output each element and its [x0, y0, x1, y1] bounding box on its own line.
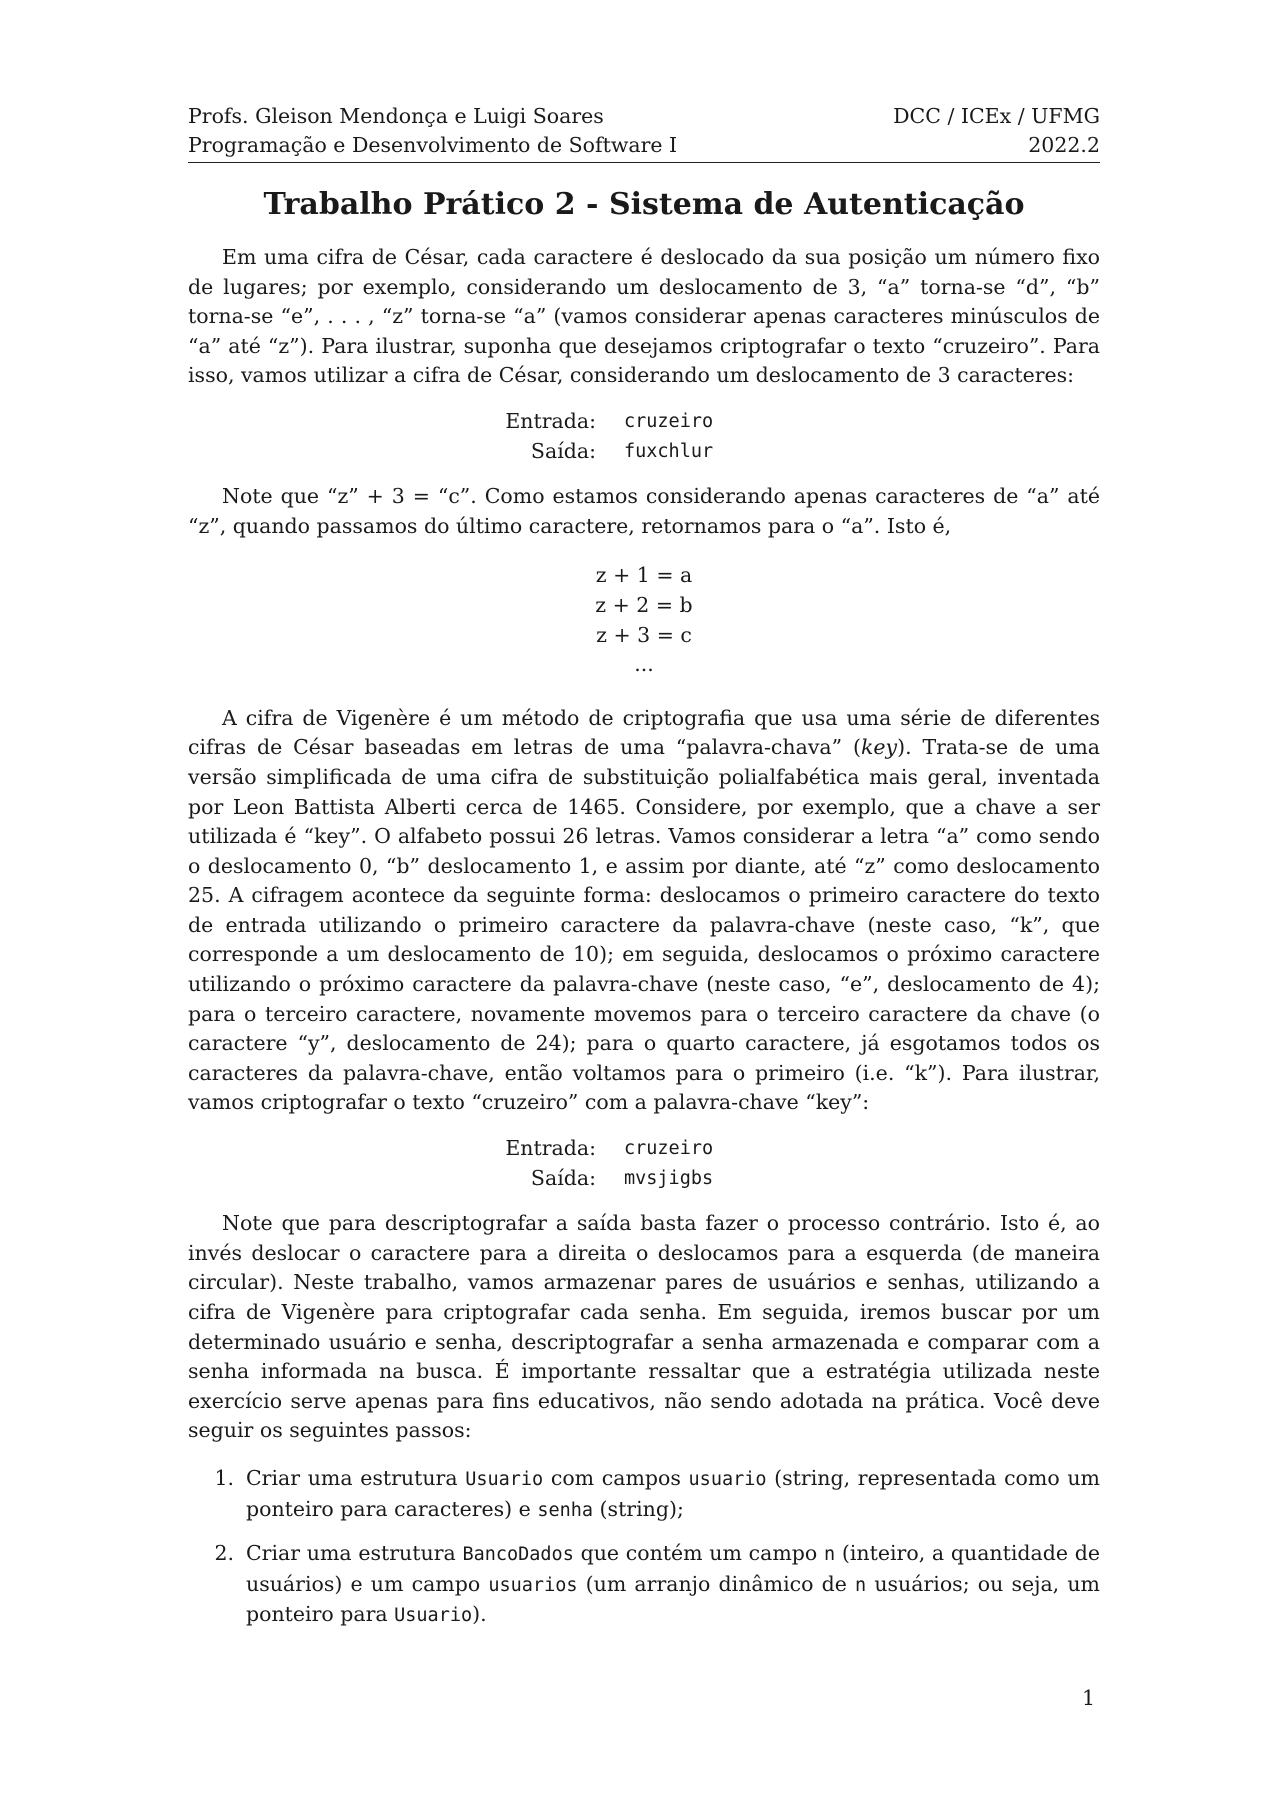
code-term: n: [855, 1574, 867, 1596]
code-term: usuario: [688, 1468, 767, 1490]
list-text: que contém um campo: [573, 1541, 824, 1566]
header-divider: [188, 162, 1100, 163]
example1-input-label: Entrada:: [505, 408, 596, 433]
list-item-body: [246, 1464, 1100, 1525]
paragraph-task-description: Note que para descriptografar a saída basta fazer o processo contrário. Isto é, ao invés deslocar o caractere para a direita o deslocamos para a esquerda (de maneira circular). Neste trabalho, vamos armazenar pares de usuários e senhas, utilizando a cifra de Vigenère para criptografar cada senha. Em seguida, iremos buscar por um determinado usuário e senha, descriptografar a senha armazenada e comparar com a senha informada na busca. É importante ressaltar que a estratégia utilizada neste exercício serve apenas para fins educativos, não sendo adotada na prática. Você deve seguir os seguintes passos:: [188, 1211, 1100, 1443]
example2-input-label: Entrada:: [505, 1136, 596, 1161]
code-term: usuarios: [488, 1574, 578, 1596]
header-course: Programação e Desenvolvimento de Software I: [188, 133, 678, 157]
code-term: Usuario: [465, 1468, 544, 1490]
example1-output-value: fuxchlur: [624, 440, 714, 462]
caesar-example: [188, 407, 1100, 466]
math-ellipsis: ...: [634, 652, 654, 677]
paragraph-caesar-intro: Em uma cifra de César, cada caractere é deslocado da sua posição um número fixo de lugares; por exemplo, considerando um deslocamento de 3, “a” torna-se “d”, “b” torna-se “e”, . . . , “z” torna-se “a” (vamos considerar apenas caracteres minúsculos de “a” até “z”). Para ilustrar, suponha que desejamos criptografar o texto “cruzeiro”. Para isso, vamos utilizar a cifra de César, considerando um deslocamento de 3 caracteres:: [188, 245, 1100, 388]
page-title: Trabalho Prático 2 - Sistema de Autenticação: [263, 187, 1025, 222]
list-item-number: 1.: [214, 1465, 234, 1490]
steps-list: [188, 1464, 1100, 1631]
example2-output-label: Saída:: [530, 1165, 596, 1190]
wraparound-math: [188, 561, 1100, 679]
example2-input-value: cruzeiro: [624, 1138, 714, 1160]
example1-output-label: Saída:: [530, 438, 596, 463]
vigenere-text-2: ). Trata-se de uma versão simplificada de uma cifra de substituição polialfabética mais geral, inventada por Leon Battista Alberti cerca de 1465. Considere, por exemplo, que a chave a ser utilizada é “key”. O alfabeto possui 26 letras. Vamos considerar a letra “a” como sendo o deslocamento 0, “b” deslocamento 1, e assim por diante, até “z” como deslocamento 25. A cifragem acontece da seguinte forma: deslocamos o primeiro caractere do texto de entrada utilizando o primeiro caractere da palavra-chave (neste caso, “k”, que corresponde a um deslocamento de 10); em seguida, deslocamos o próximo caractere utilizando o próximo caractere da palavra-chave (neste caso, “e”, deslocamento de 4); para o terceiro caractere, novamente movemos para o terceiro caractere da chave (o caractere “y”, deslocamento de 24); para o quarto caractere, já esgotamos todos os caracteres da palavra-chave, então voltamos para o primeiro (i.e. “k”). Para ilustrar, vamos criptografar o texto “cruzeiro” com a palavra-chave “key”:: [188, 735, 1100, 1115]
math-line: z + 2 = b: [595, 592, 693, 617]
code-term: BancoDados: [462, 1544, 574, 1566]
header-row-2: [188, 131, 1100, 160]
math-line: z + 1 = a: [595, 563, 693, 588]
vigenere-example: [188, 1134, 1100, 1193]
list-item-body: [246, 1539, 1100, 1631]
paragraph-vigenere: [188, 704, 1100, 1118]
list-text: ).: [472, 1602, 487, 1627]
code-term: n: [824, 1544, 836, 1566]
example1-input-value: cruzeiro: [624, 410, 714, 432]
header-institution: DCC / ICEx / UFMG: [893, 104, 1100, 128]
list-text: (string);: [593, 1496, 684, 1521]
code-term: senha: [537, 1499, 594, 1521]
paragraph-wraparound: Note que “z” + 3 = “c”. Como estamos considerando apenas caracteres de “a” até “z”, quando passamos do último caractere, retornamos para o “a”. Isto é,: [188, 484, 1100, 538]
list-item: [188, 1464, 1100, 1525]
list-item-number: 2.: [214, 1541, 234, 1566]
list-item: [188, 1539, 1100, 1631]
document-page: [188, 102, 1100, 1645]
header-authors: Profs. Gleison Mendonça e Luigi Soares: [188, 104, 604, 128]
header-row-1: [188, 102, 1100, 131]
code-term: Usuario: [394, 1605, 473, 1627]
list-text: Criar uma estrutura: [246, 1541, 463, 1566]
vigenere-key-term: key: [860, 735, 898, 760]
math-line: z + 3 = c: [596, 622, 692, 647]
list-text: Criar uma estrutura: [246, 1465, 466, 1490]
example2-output-value: mvsjigbs: [624, 1167, 714, 1189]
list-text: (um arranjo dinâmico de: [577, 1571, 856, 1596]
list-text: com campos: [543, 1465, 689, 1490]
page-number: 1: [1082, 1686, 1096, 1710]
list-text: usuários; ou seja, um ponteiro para: [246, 1571, 1101, 1627]
header-semester: 2022.2: [1028, 133, 1100, 157]
list-text: (inteiro, a quantidade de usuários) e um campo: [246, 1541, 1100, 1596]
vigenere-text-1: A cifra de Vigenère é um método de criptografia que usa uma série de diferentes cifras de César baseadas em letras de uma “palavra-chava” (: [188, 705, 1100, 760]
list-text: (string, representada como um ponteiro para caracteres) e: [246, 1465, 1100, 1521]
